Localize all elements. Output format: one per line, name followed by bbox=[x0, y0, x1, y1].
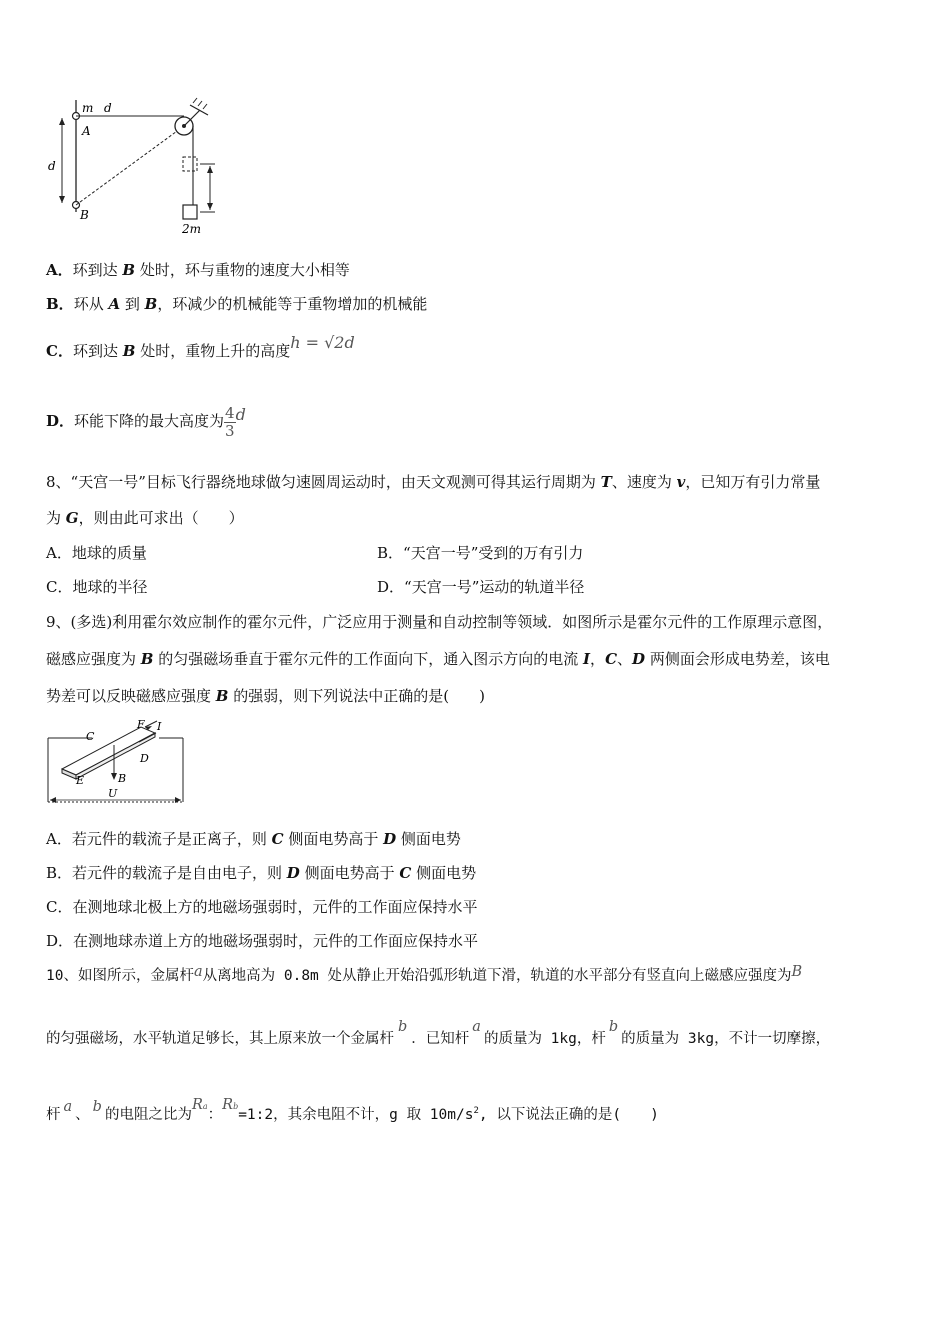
fig2-label-C: C bbox=[86, 730, 95, 743]
fig2-label-D: D bbox=[140, 752, 149, 765]
resistance-rb: Rb bbox=[222, 1096, 239, 1113]
q8-stem-line2: 为 G，则由此可求出（ ） bbox=[46, 509, 244, 527]
q8-option-b: B．“天宫一号”受到的万有引力 bbox=[377, 544, 584, 562]
fig2-label-E: E bbox=[76, 774, 85, 787]
q9-option-b: B．若元件的载流子是自由电子，则 D 侧面电势高于 C 侧面电势 bbox=[46, 864, 477, 882]
fig2-label-F: F bbox=[137, 718, 145, 731]
q7-option-a: A．环到达 B 处时，环与重物的速度大小相等 bbox=[46, 261, 350, 279]
q10-stem-line1: 10、如图所示，金属杆a从离地高为 0.8m 处从静止开始沿弧形轨道下滑，轨道的水平部分有竖直向上磁感应强度为B bbox=[46, 964, 803, 984]
q7-option-c: C．环到达 B 处时，重物上升的高度h = √2d bbox=[46, 333, 355, 360]
fig2-label-U: U bbox=[108, 787, 118, 800]
q8-stem-line1: 8、“天宫一号”目标飞行器绕地球做匀速圆周运动时，由天文观测可得其运行周期为 T、速度为 v，已知万有引力常量 bbox=[46, 473, 821, 491]
q8-option-a: A．地球的质量 bbox=[46, 544, 147, 562]
fraction-four-thirds: $\frac{4}{3}$ bbox=[225, 403, 235, 440]
q9-stem-line1: 9、(多选)利用霍尔效应制作的霍尔元件，广泛应用于测量和自动控制等领域．如图所示是霍尔元件的工作原理示意图， bbox=[46, 613, 833, 631]
fig1-label-d-top: d bbox=[104, 101, 112, 115]
q7-option-d: D．环能下降的最大高度为 $\frac{4}{3}$ d bbox=[46, 403, 246, 440]
ring-pulley-figure bbox=[40, 95, 230, 240]
fig1-label-d-left: d bbox=[48, 159, 56, 173]
fig1-label-B: B bbox=[80, 208, 89, 222]
height-formula: h = √2d bbox=[290, 333, 355, 352]
fig2-label-I: I bbox=[157, 720, 162, 733]
fig2-label-B: B bbox=[118, 772, 127, 785]
fig1-label-A: A bbox=[82, 124, 91, 138]
q10-stem-line2: 的匀强磁场，水平轨道足够长，其上原来放一个金属杆b．已知杆a的质量为 1kg，杆b的质量为 3kg，不计一切摩擦， bbox=[46, 1019, 831, 1047]
hall-element-figure bbox=[44, 718, 189, 810]
fig1-label-2m: 2m bbox=[182, 222, 202, 236]
resistance-ra: Ra bbox=[191, 1096, 208, 1113]
q9-stem-line3: 势差可以反映磁感应强度 B 的强弱，则下列说法中正确的是( ) bbox=[46, 687, 485, 705]
q9-option-c: C．在测地球北极上方的地磁场强弱时，元件的工作面应保持水平 bbox=[46, 898, 478, 916]
q9-stem-line2: 磁感应强度为 B 的匀强磁场垂直于霍尔元件的工作面向下，通入图示方向的电流 I，C、D 两侧面会形成电势差，该电 bbox=[46, 650, 830, 668]
q7-option-b: B．环从 A 到 B，环减少的机械能等于重物增加的机械能 bbox=[46, 295, 428, 313]
q8-option-d: D．“天宫一号”运动的轨道半径 bbox=[377, 578, 585, 596]
q10-stem-line3: 杆 a 、 b 的电阻之比为Ra：Rb=1:2，其余电阻不计，g 取 $10m/s^2$, 以下说法正确的是( ) bbox=[46, 1096, 659, 1123]
fig1-label-m: m bbox=[82, 101, 94, 115]
q8-option-c: C．地球的半径 bbox=[46, 578, 148, 596]
q9-option-d: D．在测地球赤道上方的地磁场强弱时，元件的工作面应保持水平 bbox=[46, 932, 479, 950]
q9-option-a: A．若元件的载流子是正离子，则 C 侧面电势高于 D 侧面电势 bbox=[46, 830, 461, 848]
